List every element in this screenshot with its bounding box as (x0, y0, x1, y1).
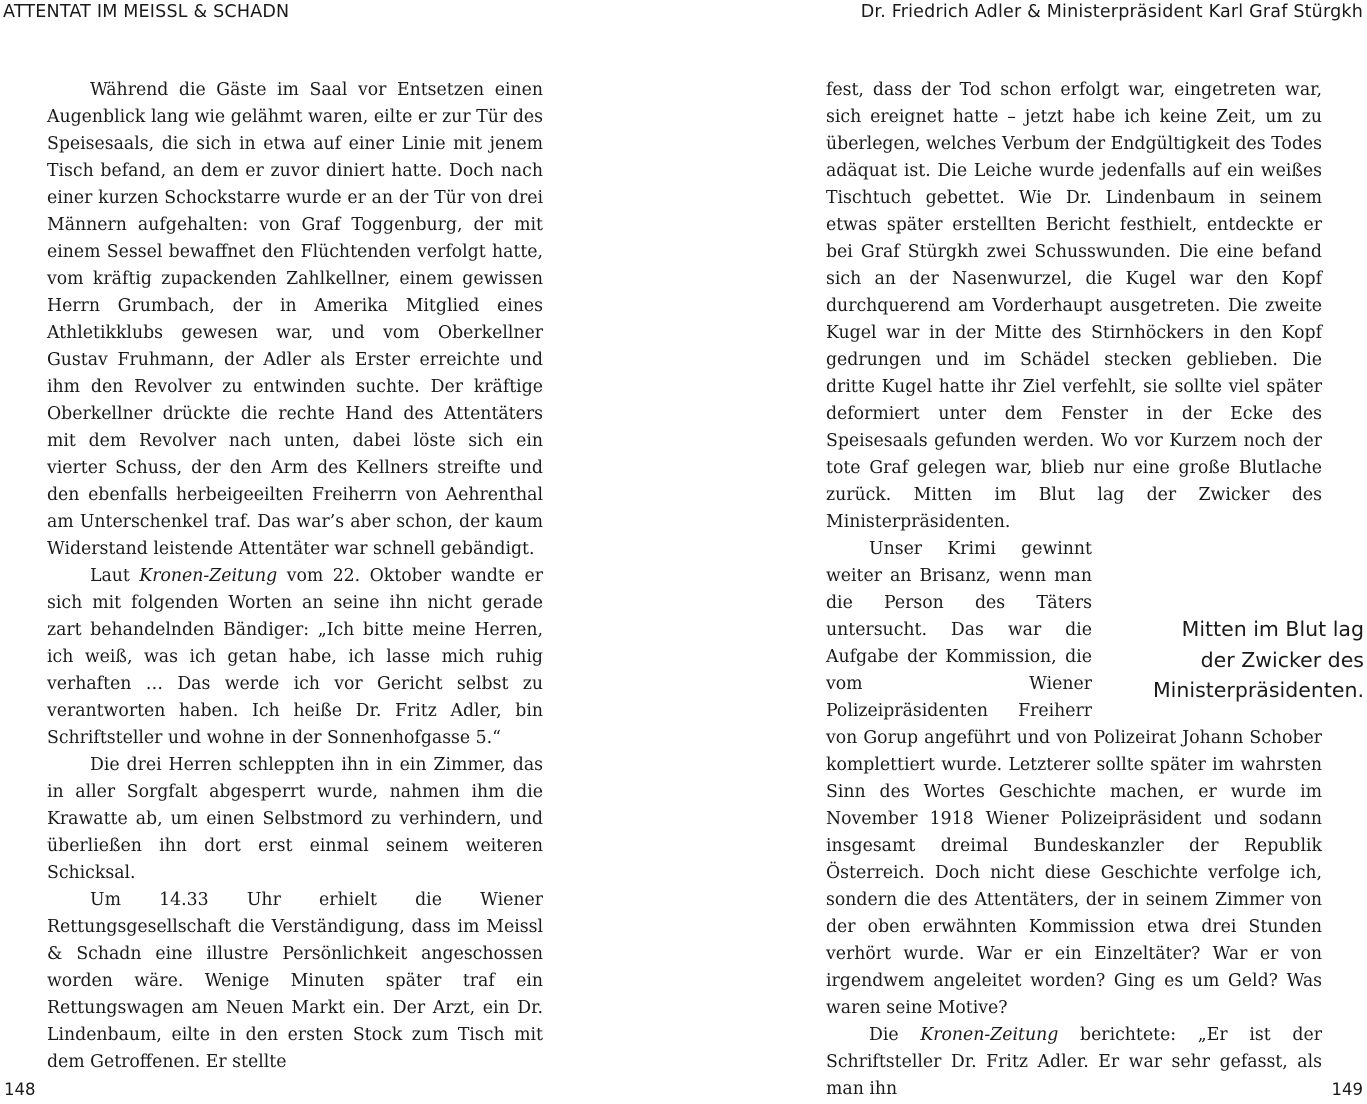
running-head-right: Dr. Friedrich Adler & Ministerpräsident Karl Graf Stürgkh (860, 2, 1363, 22)
paragraph: Um 14.33 Uhr erhielt die Wiener Rettungsgesellschaft die Verständigung, dass im Meissl & Schadn eine illustre Persönlichkeit angeschossen worden wäre. Wenige Minuten später traf ein Rettungswagen am Neuen Markt ein. Der Arzt, ein Dr. Lindenbaum, eilte in den ersten Stock zum Tisch mit dem Getroffenen. Er stellte (47, 890, 543, 1072)
pull-quote-line: der Zwicker des (1200, 647, 1364, 672)
newspaper-title: Kronen-Zeitung (139, 566, 278, 586)
paragraph-text: Laut (90, 566, 140, 586)
pull-quote-line: Mitten im Blut lag (1181, 617, 1364, 641)
paragraph: fest, dass der Tod schon erfolgt war, eingetreten war, sich ereignet hatte – jetzt habe ich keine Zeit, um zu überlegen, welches Verbum der Endgültigkeit des Todes adäquat ist. Die Leiche wurde jedenfalls auf ein weißes Tischtuch gebettet. Wie Dr. Lindenbaum in seinem etwas später erstellten Bericht festhielt, entdeckte er bei Graf Stürgkh zwei Schusswunden. Die eine befand sich an der Nasenwurzel, die Kugel war den Kopf durchquerend am Vorderhaupt ausgetreten. Die zweite Kugel war in der Mitte des Stirnhöckers in den Kopf gedrungen und im Schädel stecken geblieben. Die dritte Kugel hatte ihr Ziel verfehlt, sie sollte viel später deformiert unter dem Fenster in der Ecke des Speisesaals gefunden werden. Wo vor Kurzem noch der tote Graf gelegen war, blieb nur eine große Blutlache zurück. Mitten im Blut lag der Zwicker des Ministerpräsidenten. (826, 80, 1322, 532)
pull-quote-line: Ministerpräsidenten. (1153, 678, 1364, 702)
right-page-text (826, 77, 1322, 1103)
newspaper-title: Kronen-Zeitung (920, 1025, 1059, 1045)
page-number-right: 149 (1331, 1080, 1363, 1099)
page-number-left: 148 (4, 1080, 36, 1099)
paragraph (826, 1022, 1322, 1103)
left-page-text (47, 77, 543, 1076)
paragraph-text: Die (869, 1025, 921, 1045)
paragraph-text: vom 22. Oktober wandte er sich mit folgenden Worten an seine ihn nicht gerade zart behandelnden Bändiger: „Ich bitte meine Herren, ich weiß, was ich getan habe, ich lasse mich ruhig verhaften … Das werde ich vor Gericht selbst zu verantworten haben. Ich heiße Dr. Fritz Adler, bin Schriftsteller und wohne in der Sonnenhofgasse 5.“ (47, 566, 543, 748)
running-head-left: ATTENTAT IM MEISSL & SCHADN (3, 2, 290, 22)
paragraph-text: berichtete: „Er ist der Schriftsteller Dr. Fritz Adler. Er war sehr gefasst, als man ihn (826, 1025, 1322, 1099)
pull-quote (1130, 614, 1364, 706)
paragraph: Die drei Herren schleppten ihn in ein Zimmer, das in aller Sorgfalt abgesperrt wurde, nahmen ihm die Krawatte ab, um einen Selbstmord zu verhindern, und überließen ihn dort erst einmal seinem weiteren Schicksal. (47, 755, 543, 883)
paragraph: Unser Krimi gewinnt weiter an Brisanz, wenn man die Person des Täters untersucht. Das war die Aufgabe der Kommission, die vom Wiener Polizeipräsidenten Freiherr von Gorup angeführt und von Polizeirat Johann Schober komplettiert wurde. Letzterer sollte später im wahrsten Sinn des Wortes Geschichte machen, er wurde im November 1918 Wiener Polizeipräsident und sodann insgesamt dreimal Bundeskanzler der Republik Österreich. Doch nicht diese Geschichte verfolge ich, sondern die des Attentäters, der in seinem Zimmer von der oben erwähnten Kommission etwa drei Stunden verhört wurde. War er ein Einzeltäter? War er von irgendwem angeleitet worden? Ging es um Geld? Was waren seine Motive? (826, 539, 1322, 1018)
paragraph: Während die Gäste im Saal vor Entsetzen einen Augenblick lang wie gelähmt waren, eilte er zur Tür des Speisesaals, die sich in etwa auf einer Linie mit jenem Tisch befand, an dem er zuvor diniert hatte. Doch nach einer kurzen Schockstarre wurde er an der Tür von drei Männern aufgehalten: von Graf Toggenburg, der mit einem Sessel bewaffnet den Flüchtenden verfolgt hatte, vom kräftig zupackenden Zahlkellner, einem gewissen Herrn Grumbach, der in Amerika Mitglied eines Athletikklubs gewesen war, und vom Oberkellner Gustav Fruhmann, der Adler als Erster erreichte und ihm den Revolver zu entwinden suchte. Der kräftige Oberkellner drückte die rechte Hand des Attentäters mit dem Revolver nach unten, dabei löste sich ein vierter Schuss, der den Arm des Kellners streifte und den ebenfalls herbeigeeilten Freiherrn von Aehrenthal am Unterschenkel traf. Das war’s aber schon, der kaum Widerstand leistende Attentäter war schnell gebändigt. (47, 80, 543, 559)
paragraph (47, 563, 543, 752)
